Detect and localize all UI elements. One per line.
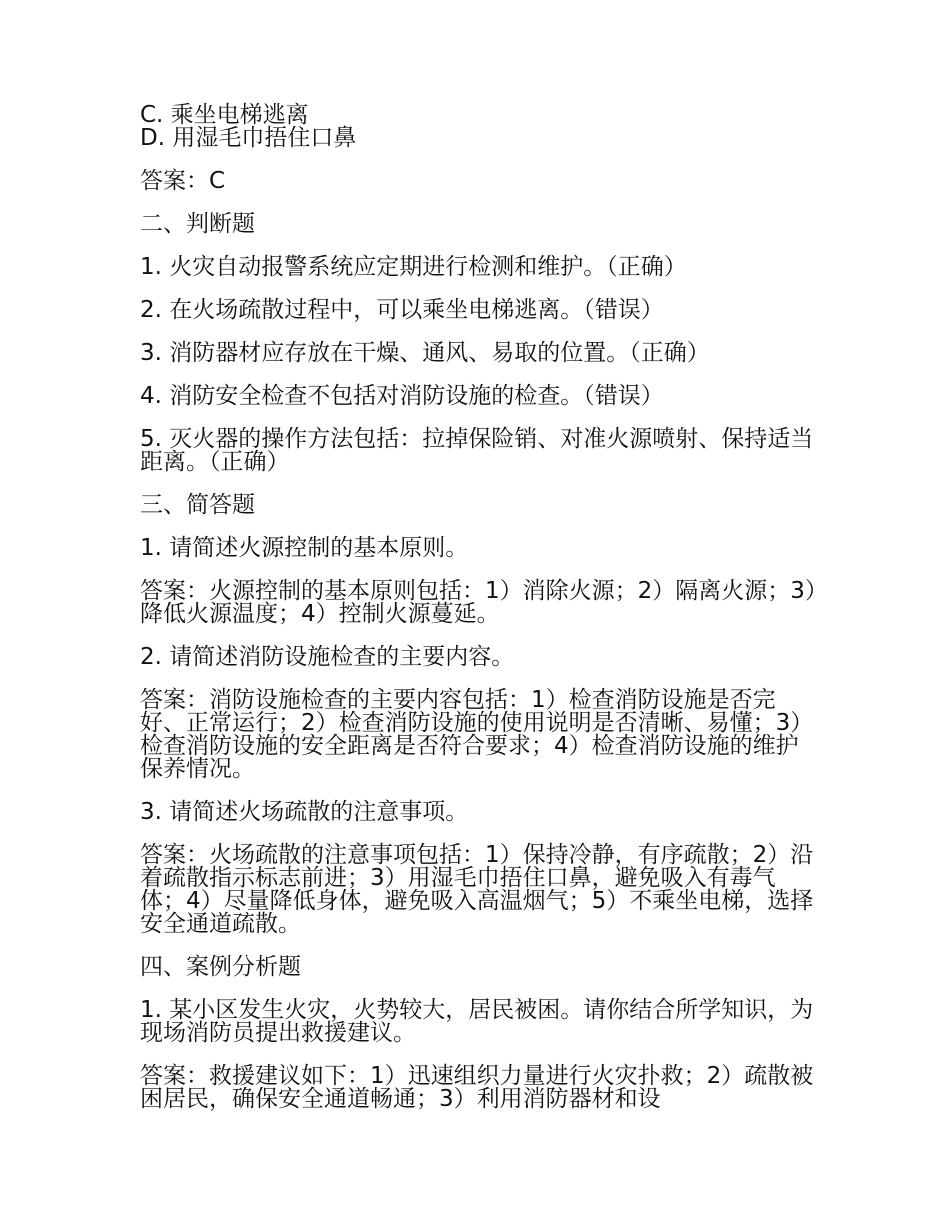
short-answer-3: 答案：火场疏散的注意事项包括：1）保持冷静，有序疏散；2）沿着疏散指示标志前进；3）用湿毛巾捂住口鼻，避免吸入有毒气体；4）尽量降低身体，避免吸入高温烟气；5）不乘坐电梯，选择安全通道疏散。 <box>140 842 814 937</box>
judge-item-5: 5. 灭火器的操作方法包括：拉掉保险销、对准火源喷射、保持适当距离。（正确） <box>140 426 814 475</box>
option-d: D. 用湿毛巾捂住口鼻 <box>140 125 357 151</box>
judge-item-1: 1. 火灾自动报警系统应定期进行检测和维护。（正确） <box>140 254 687 280</box>
document-body <box>140 104 820 1111</box>
section-heading-case-analysis: 四、案例分析题 <box>140 954 301 980</box>
short-question-1: 1. 请简述火源控制的基本原则。 <box>140 535 469 561</box>
judge-item-4: 4. 消防安全检查不包括对消防设施的检查。（错误） <box>140 383 664 409</box>
judge-item-2: 2. 在火场疏散过程中，可以乘坐电梯逃离。（错误） <box>140 297 664 323</box>
short-answer-1: 答案：火源控制的基本原则包括：1）消除火源；2）隔离火源；3）降低火源温度；4）控制火源蔓延。 <box>140 578 817 627</box>
section-heading-judgement: 二、判断题 <box>140 211 255 237</box>
judge-item-3: 3. 消防器材应存放在干燥、通风、易取的位置。（正确） <box>140 340 710 366</box>
short-question-2: 2. 请简述消防设施检查的主要内容。 <box>140 644 515 670</box>
short-question-3: 3. 请简述火场疏散的注意事项。 <box>140 799 469 825</box>
option-c: C. 乘坐电梯逃离 <box>140 102 309 128</box>
case-question-1: 1. 某小区发生火灾，火势较大，居民被困。请你结合所学知识，为现场消防员提出救援建议。 <box>140 997 814 1046</box>
case-answer-1: 答案：救援建议如下：1）迅速组织力量进行火灾扑救；2）疏散被困居民，确保安全通道畅通；3）利用消防器材和设 <box>140 1063 814 1112</box>
section-heading-short-answer: 三、简答题 <box>140 492 255 518</box>
short-answer-2: 答案：消防设施检查的主要内容包括：1）检查消防设施是否完好、正常运行；2）检查消防设施的使用说明是否清晰、易懂；3）检查消防设施的安全距离是否符合要求；4）检查消防设施的维护保养情况。 <box>140 687 814 782</box>
answer-multiple-choice: 答案：C <box>140 168 226 194</box>
